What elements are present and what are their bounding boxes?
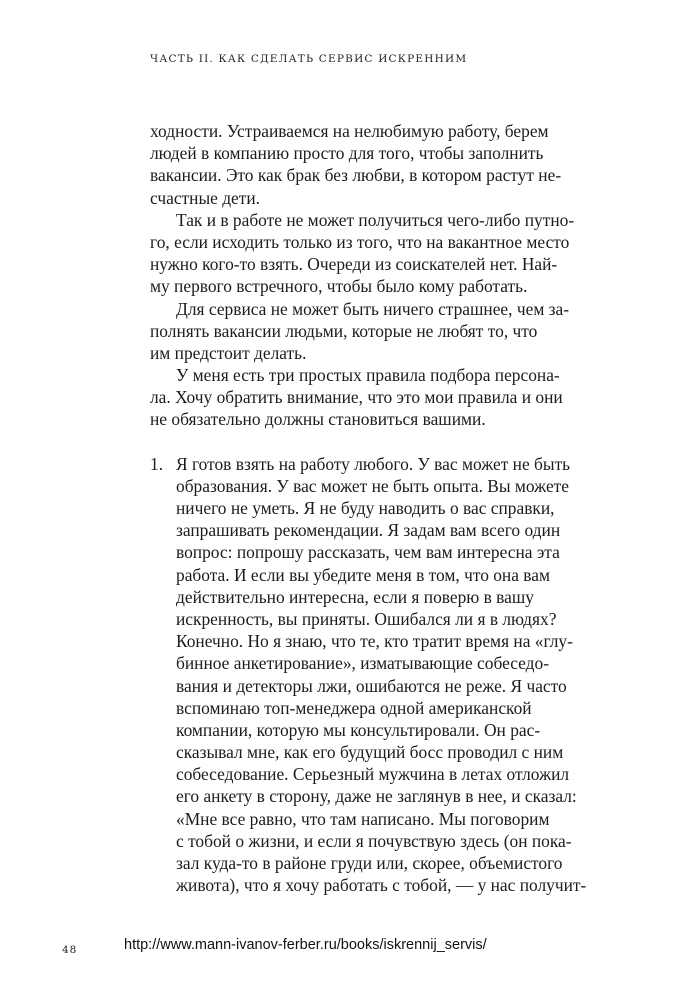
text-line: искренность, вы приняты. Ошибался ли я в людях? <box>176 608 557 629</box>
text-line: его анкету в сторону, даже не заглянув в нее, и сказал: <box>176 786 577 807</box>
text-line: Я готов взять на работу любого. У вас может не быть <box>176 453 571 474</box>
text-line: У меня есть три простых правила подбора персона- <box>176 365 560 386</box>
text-line: му первого встречного, чтобы было кому работать. <box>150 276 528 297</box>
text-line: людей в компанию просто для того, чтобы заполнить <box>150 143 544 164</box>
text-line: зал куда-то в районе груди или, скорее, объемистого <box>176 853 563 873</box>
text-line: ходности. Устраиваемся на нелюбимую работу, берем <box>150 121 549 141</box>
text-line: вопрос: попрошу рассказать, чем вам интересна эта <box>176 542 560 563</box>
paragraph <box>150 298 602 365</box>
running-header: ЧАСТЬ II. КАК СДЕЛАТЬ СЕРВИС ИСКРЕННИМ <box>150 53 468 65</box>
text-line: Конечно. Но я знаю, что те, кто тратит время на «глу- <box>176 631 573 652</box>
text-line: вания и детекторы лжи, ошибаются не реже. Я часто <box>176 675 567 696</box>
paragraph <box>150 364 602 431</box>
footer-url-link[interactable]: http://www.mann-ivanov-ferber.ru/books/iskrennij_servis/ <box>124 937 487 953</box>
text-line: живота), что я хочу работать с тобой, — у нас получит- <box>176 875 587 896</box>
text-line: го, если исходить только из того, что на вакантное место <box>150 231 570 252</box>
text-line: с тобой о жизни, и если я почувствую здесь (он пока- <box>176 830 572 851</box>
page-number: 48 <box>62 944 78 956</box>
text-line: запрашивать рекомендации. Я задам вам всего один <box>176 520 561 541</box>
paragraph <box>150 209 602 298</box>
text-line: им предстоит делать. <box>150 342 307 363</box>
text-line: сказывал мне, как его будущий босс проводил с ним <box>176 742 564 763</box>
text-line: полнять вакансии людьми, которые не любят то, что <box>150 320 538 341</box>
text-line: «Мне все равно, что там написано. Мы поговорим <box>176 808 550 829</box>
text-line: собеседование. Серьезный мужчина в летах отложил <box>176 764 570 785</box>
text-line: бинное анкетирование», изматывающие собеседо- <box>176 653 549 674</box>
text-line: Так и в работе не может получиться чего-либо путно- <box>176 209 575 230</box>
text-line: ничего не уметь. Я не буду наводить о вас справки, <box>176 498 555 518</box>
paragraph <box>150 120 602 209</box>
text-line: компании, которую мы консультировали. Он рас- <box>176 719 541 740</box>
text-line: не обязательно должны становиться вашими. <box>150 409 486 430</box>
list-item <box>150 453 602 897</box>
text-line: вспоминаю топ-менеджера одной американской <box>176 697 532 718</box>
text-line: работа. И если вы убедите меня в том, что она вам <box>176 564 551 585</box>
body-text <box>150 120 602 896</box>
text-line: Для сервиса не может быть ничего страшнее, чем за- <box>176 298 570 319</box>
text-line: нужно кого-то взять. Очереди из соискателей нет. Най- <box>150 254 558 275</box>
text-line: образования. У вас может не быть опыта. Вы можете <box>176 475 569 496</box>
list-number: 1. <box>150 453 164 474</box>
text-line: ла. Хочу обратить внимание, что это мои правила и они <box>150 387 563 408</box>
text-line: счастные дети. <box>150 187 261 208</box>
text-line: вакансии. Это как брак без любви, в котором растут не- <box>150 165 562 186</box>
text-line: действительно интересна, если я поверю в вашу <box>176 586 534 607</box>
list-item-text <box>150 453 602 897</box>
